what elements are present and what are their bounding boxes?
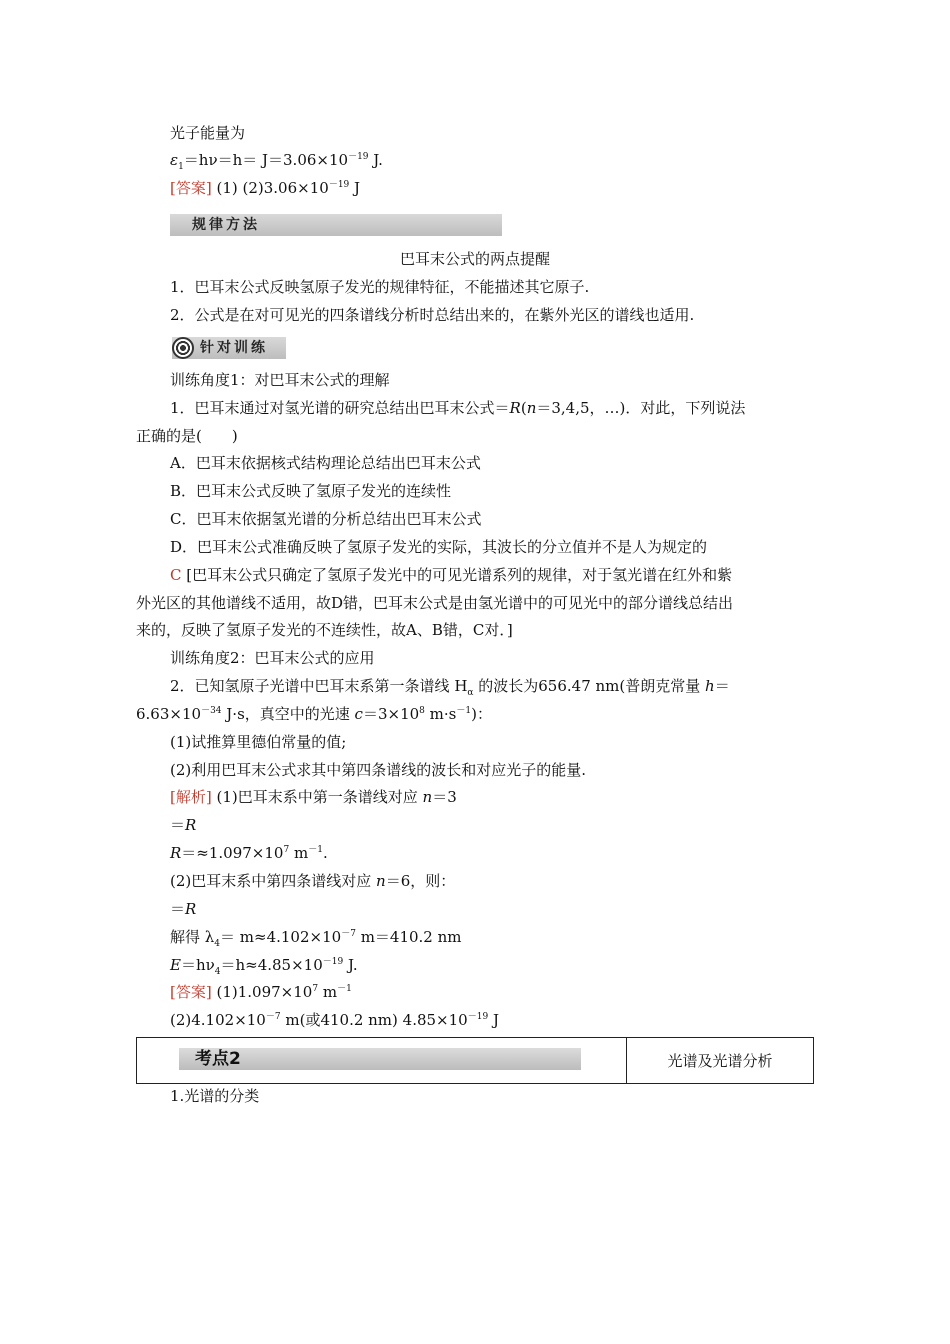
n-var: n: [376, 872, 386, 890]
equation-body: ＝hν＝h＝ J＝3.06×10: [183, 151, 349, 169]
wavelength-result: [170, 927, 462, 947]
answer-text: (2)4.102×10: [170, 1011, 266, 1029]
epsilon-subscript: 1: [178, 162, 184, 172]
explanation-line-2: 外光区的其他谱线不适用，故D错，巴耳末公式是由氢光谱中的可见光中的部分谱线总结出: [136, 594, 734, 612]
rydberg-var: R: [185, 900, 197, 918]
analysis-text: ＝6，则：: [385, 872, 456, 890]
explanation-line-3: 来的，反映了氢原子发光的不连续性，故A、B错，C对．]: [136, 621, 513, 639]
rydberg-value: [170, 843, 328, 863]
energy-var: E: [170, 956, 181, 974]
q1-text: (: [520, 399, 527, 417]
result-text: 解得 λ: [170, 928, 215, 946]
rydberg-var: R: [509, 399, 521, 417]
q2-text: ＝: [714, 677, 730, 695]
question-1-line-2: 正确的是( ): [136, 427, 238, 445]
answer-line-2b: [170, 1010, 499, 1030]
option-c: C．巴耳末依据氢光谱的分析总结出巴耳末公式: [170, 510, 482, 528]
analysis-text: (2)巴耳末系中第四条谱线对应: [170, 872, 377, 890]
answer-text: m(或410.2 nm) 4.85×10: [280, 1011, 468, 1029]
answer-text: (1)1.097×10: [211, 983, 313, 1001]
result-text: ＝ m≈4.102×10: [220, 928, 342, 946]
explanation-line-1: [170, 565, 732, 585]
subheading-spectrum-classification: 1.光谱的分类: [170, 1087, 260, 1105]
training-angle-2: 训练角度2：巴耳末公式的应用: [170, 649, 375, 667]
c-var: c: [354, 705, 363, 723]
answer-letter: C: [170, 566, 182, 584]
target-icon: [172, 337, 194, 359]
question-2-line-1: [170, 676, 730, 696]
exponent: －34: [201, 706, 222, 716]
exponent: 8: [419, 706, 425, 716]
q2-text: m·s: [424, 705, 457, 723]
method-banner: [170, 214, 502, 236]
sub-question-1: (1)试推算里德伯常量的值;: [170, 733, 347, 751]
option-d: D．巴耳末公式准确反映了氢原子发光的实际，其波长的分立值并不是人为规定的: [170, 538, 708, 556]
analysis-text: ＝3: [432, 788, 457, 806]
kaodian-label: 考点2: [195, 1049, 241, 1069]
option-b: B．巴耳末公式反映了氢原子发光的连续性: [170, 482, 452, 500]
option-a: A．巴耳末依据核式结构理论总结出巴耳末公式: [170, 454, 481, 472]
result-text: m＝410.2 nm: [355, 928, 462, 946]
subscript: 4: [214, 939, 221, 949]
unit: J: [488, 1011, 499, 1029]
exponent: 7: [312, 984, 319, 994]
exponent: －7: [265, 1012, 281, 1022]
equation-r-1: [170, 815, 196, 835]
question-1-line-1: [170, 398, 745, 418]
method-point-2: 2．公式是在对可见光的四条谱线分析时总结出来的，在紫外光区的谱线也适用.: [170, 306, 695, 324]
analysis-text: (1)巴耳末系中第一条谱线对应: [211, 788, 423, 806]
analysis-line-2: [170, 871, 455, 891]
rydberg-var: R: [170, 844, 182, 862]
exponent: －1: [308, 845, 323, 855]
exponent: －1: [456, 706, 472, 716]
h-var: h: [705, 677, 715, 695]
answer-tag: [答案]: [170, 179, 212, 197]
analysis-line-1: [170, 787, 457, 807]
unit: J.: [343, 956, 358, 974]
alpha-subscript: α: [467, 688, 474, 698]
subscript: 4: [214, 967, 221, 977]
method-banner-label: 规律方法: [192, 217, 260, 233]
rydberg-var: R: [185, 816, 197, 834]
exponent: －19: [348, 152, 369, 162]
unit: m: [289, 844, 309, 862]
explanation-text: [巴耳末公式只确定了氢原子发光中的可见光谱系列的规律，对于氢光谱在红外和紫: [186, 566, 733, 584]
answer-text: (1) (2)3.06×10: [211, 179, 329, 197]
kaodian-title-cell: [627, 1038, 813, 1083]
exponent: －7: [341, 929, 356, 939]
epsilon-symbol: ε: [170, 151, 179, 169]
exponent: 7: [283, 845, 290, 855]
training-banner-label: 针对训练: [200, 340, 268, 356]
answer-tag: [答案]: [170, 983, 212, 1001]
q2-text: ＝3×10: [362, 705, 420, 723]
q1-text: 1．巴耳末通过对氢光谱的研究总结出巴耳末公式＝: [170, 399, 510, 417]
unit: J.: [368, 151, 383, 169]
q2-text: )：: [471, 705, 492, 723]
q2-text: J·s，真空中的光速: [221, 705, 355, 723]
equals: ＝: [170, 900, 186, 918]
exponent: －19: [322, 957, 344, 967]
kaodian-header-box: [136, 1037, 814, 1084]
unit: J: [349, 179, 361, 197]
answer-line-1: [170, 178, 360, 198]
method-title: 巴耳末公式的两点提醒: [399, 250, 550, 268]
exponent: －1: [337, 984, 352, 994]
energy-result: [170, 955, 358, 975]
method-point-1: 1．巴耳末公式反映氢原子发光的规律特征，不能描述其它原子.: [170, 278, 590, 296]
kaodian-title: 光谱及光谱分析: [667, 1052, 773, 1070]
q2-text: 2．已知氢原子光谱中巴耳末系第一条谱线 H: [170, 677, 468, 695]
value-text: ＝≈1.097×10: [181, 844, 284, 862]
sub-question-2: (2)利用巴耳末公式求其中第四条谱线的波长和对应光子的能量.: [170, 761, 587, 779]
period: .: [322, 844, 328, 862]
analysis-tag: [解析]: [170, 788, 212, 806]
training-angle-1: 训练角度1：对巴耳末公式的理解: [170, 371, 390, 389]
answer-line-2a: [170, 982, 352, 1002]
n-var: n: [526, 399, 537, 417]
exponent: －19: [467, 1012, 489, 1022]
result-text: ＝hν: [180, 956, 215, 974]
unit: m: [318, 983, 338, 1001]
photon-energy-equation: [170, 150, 383, 170]
equals: ＝: [170, 816, 186, 834]
q2-text: 的波长为656.47 nm(普朗克常量: [473, 677, 706, 695]
exponent: －19: [328, 180, 350, 190]
result-text: ＝h≈4.85×10: [220, 956, 323, 974]
photon-energy-label: 光子能量为: [170, 124, 246, 142]
n-var: n: [422, 788, 433, 806]
question-2-line-2: [136, 704, 492, 724]
q1-text: ＝3,4,5，…)．对此，下列说法: [536, 399, 746, 417]
equation-r-2: [170, 899, 196, 919]
q2-text: 6.63×10: [136, 705, 202, 723]
